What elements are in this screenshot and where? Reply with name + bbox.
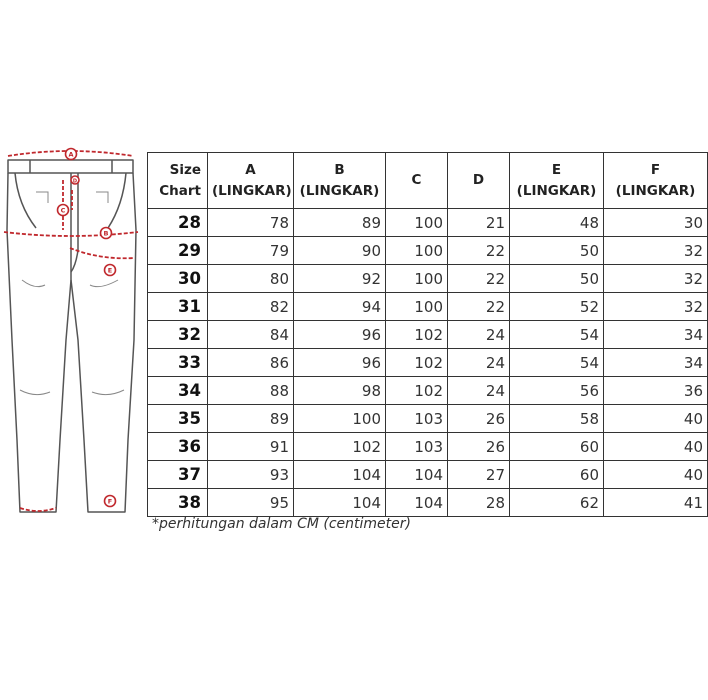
value-cell: 104 [294, 461, 386, 489]
table-row [148, 265, 708, 293]
value-cell: 54 [510, 321, 604, 349]
value-cell: 34 [604, 349, 708, 377]
table-row [148, 377, 708, 405]
value-cell: 102 [294, 433, 386, 461]
table-row [148, 293, 708, 321]
trousers-diagram [0, 140, 145, 520]
size-cell: 33 [148, 349, 208, 377]
value-cell: 88 [208, 377, 294, 405]
table-row [148, 461, 708, 489]
value-cell: 52 [510, 293, 604, 321]
value-cell: 96 [294, 349, 386, 377]
value-cell: 100 [294, 405, 386, 433]
table-row [148, 433, 708, 461]
table-row [148, 489, 708, 517]
value-cell: 102 [386, 377, 448, 405]
value-cell: 60 [510, 433, 604, 461]
value-cell: 50 [510, 265, 604, 293]
value-cell: 103 [386, 405, 448, 433]
value-cell: 58 [510, 405, 604, 433]
column-header-f: F (LINGKAR) [604, 153, 708, 209]
value-cell: 94 [294, 293, 386, 321]
value-cell: 90 [294, 237, 386, 265]
value-cell: 79 [208, 237, 294, 265]
size-chart-header: Size Chart [148, 153, 208, 209]
table-row [148, 321, 708, 349]
table-row [148, 405, 708, 433]
value-cell: 95 [208, 489, 294, 517]
value-cell: 102 [386, 321, 448, 349]
value-cell: 40 [604, 433, 708, 461]
value-cell: 54 [510, 349, 604, 377]
svg-text:D: D [72, 178, 78, 185]
value-cell: 100 [386, 237, 448, 265]
value-cell: 78 [208, 209, 294, 237]
column-header-b: B (LINGKAR) [294, 153, 386, 209]
size-cell: 35 [148, 405, 208, 433]
value-cell: 103 [386, 433, 448, 461]
value-cell: 104 [386, 489, 448, 517]
value-cell: 60 [510, 461, 604, 489]
value-cell: 100 [386, 209, 448, 237]
value-cell: 26 [448, 405, 510, 433]
value-cell: 50 [510, 237, 604, 265]
value-cell: 34 [604, 321, 708, 349]
table-row [148, 209, 708, 237]
table-row [148, 349, 708, 377]
svg-text:C: C [60, 206, 66, 215]
size-cell: 34 [148, 377, 208, 405]
size-cell: 38 [148, 489, 208, 517]
value-cell: 21 [448, 209, 510, 237]
value-cell: 32 [604, 265, 708, 293]
value-cell: 24 [448, 321, 510, 349]
size-cell: 30 [148, 265, 208, 293]
value-cell: 36 [604, 377, 708, 405]
value-cell: 48 [510, 209, 604, 237]
svg-text:B: B [103, 229, 109, 238]
measurement-footnote: *perhitungan dalam CM (centimeter) [152, 516, 411, 532]
size-cell: 28 [148, 209, 208, 237]
value-cell: 93 [208, 461, 294, 489]
value-cell: 30 [604, 209, 708, 237]
svg-text:E: E [107, 266, 113, 275]
table-row [148, 237, 708, 265]
value-cell: 26 [448, 433, 510, 461]
value-cell: 89 [294, 209, 386, 237]
size-chart-table [147, 152, 708, 517]
size-cell: 32 [148, 321, 208, 349]
svg-text:F: F [107, 497, 113, 506]
value-cell: 100 [386, 265, 448, 293]
value-cell: 82 [208, 293, 294, 321]
value-cell: 86 [208, 349, 294, 377]
value-cell: 32 [604, 293, 708, 321]
value-cell: 98 [294, 377, 386, 405]
value-cell: 100 [386, 293, 448, 321]
column-header-d: D [448, 153, 510, 209]
size-cell: 29 [148, 237, 208, 265]
value-cell: 104 [386, 461, 448, 489]
header-row [148, 153, 708, 209]
column-header-e: E (LINGKAR) [510, 153, 604, 209]
value-cell: 62 [510, 489, 604, 517]
value-cell: 22 [448, 237, 510, 265]
value-cell: 96 [294, 321, 386, 349]
value-cell: 40 [604, 405, 708, 433]
value-cell: 56 [510, 377, 604, 405]
value-cell: 24 [448, 377, 510, 405]
size-cell: 31 [148, 293, 208, 321]
value-cell: 91 [208, 433, 294, 461]
value-cell: 41 [604, 489, 708, 517]
value-cell: 40 [604, 461, 708, 489]
size-cell: 37 [148, 461, 208, 489]
value-cell: 22 [448, 293, 510, 321]
value-cell: 80 [208, 265, 294, 293]
value-cell: 104 [294, 489, 386, 517]
column-header-a: A (LINGKAR) [208, 153, 294, 209]
value-cell: 32 [604, 237, 708, 265]
size-cell: 36 [148, 433, 208, 461]
svg-text:A: A [68, 150, 74, 159]
value-cell: 102 [386, 349, 448, 377]
value-cell: 89 [208, 405, 294, 433]
value-cell: 28 [448, 489, 510, 517]
column-header-c: C [386, 153, 448, 209]
value-cell: 27 [448, 461, 510, 489]
value-cell: 24 [448, 349, 510, 377]
value-cell: 22 [448, 265, 510, 293]
value-cell: 84 [208, 321, 294, 349]
value-cell: 92 [294, 265, 386, 293]
